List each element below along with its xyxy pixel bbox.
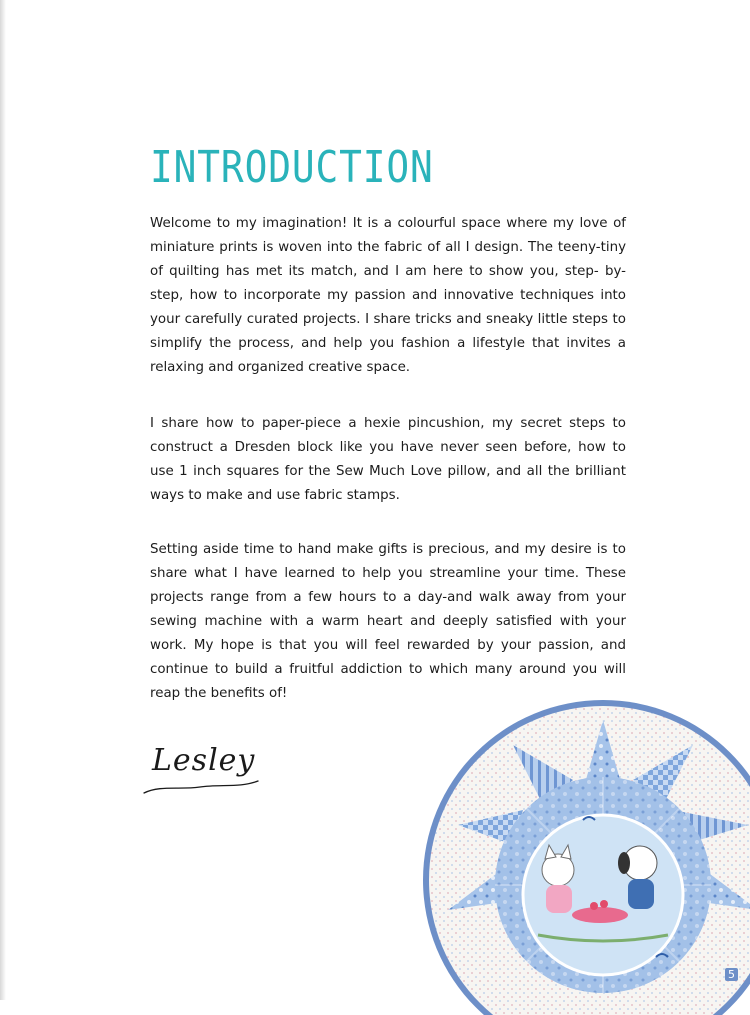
- page-number: 5: [725, 968, 738, 981]
- intro-paragraph-3: Setting aside time to hand make gifts is precious, and my desire is to share what I have learned to help you streamline your time. These projects range from a few hours to a day-and walk away from your sewing machine with a warm heart and deeply satisfied with your work. My hope is that you will feel rewarded by your passion, and continue to build a fruitful addiction to which many around you will reap the benefits of!: [150, 542, 626, 701]
- signature-text: Lesley: [152, 743, 256, 778]
- page-spine-shadow: [0, 0, 6, 1000]
- page-title: INTRODUCTION: [150, 142, 434, 193]
- intro-paragraph-2: I share how to paper-piece a hexie pincushion, my secret steps to construct a Dresden block like you have never seen before, how to use 1 inch squares for the Sew Much Love pillow, and all the brilliant ways to make and use fabric stamps.: [150, 416, 626, 503]
- quilted-dresden-plate-photo: [418, 695, 750, 1015]
- intro-paragraph-1: Welcome to my imagination! It is a colourful space where my love of miniature prints is woven into the fabric of all I design. The teeny-tiny of quilting has met its match, and I am here to show you, step- by-step, how to incorporate my passion and innovative techniques into your carefully curated projects. I share tricks and sneaky little steps to simplify the process, and help you fashion a lifestyle that invites a relaxing and organized creative space.: [150, 216, 626, 375]
- author-signature: [140, 735, 270, 805]
